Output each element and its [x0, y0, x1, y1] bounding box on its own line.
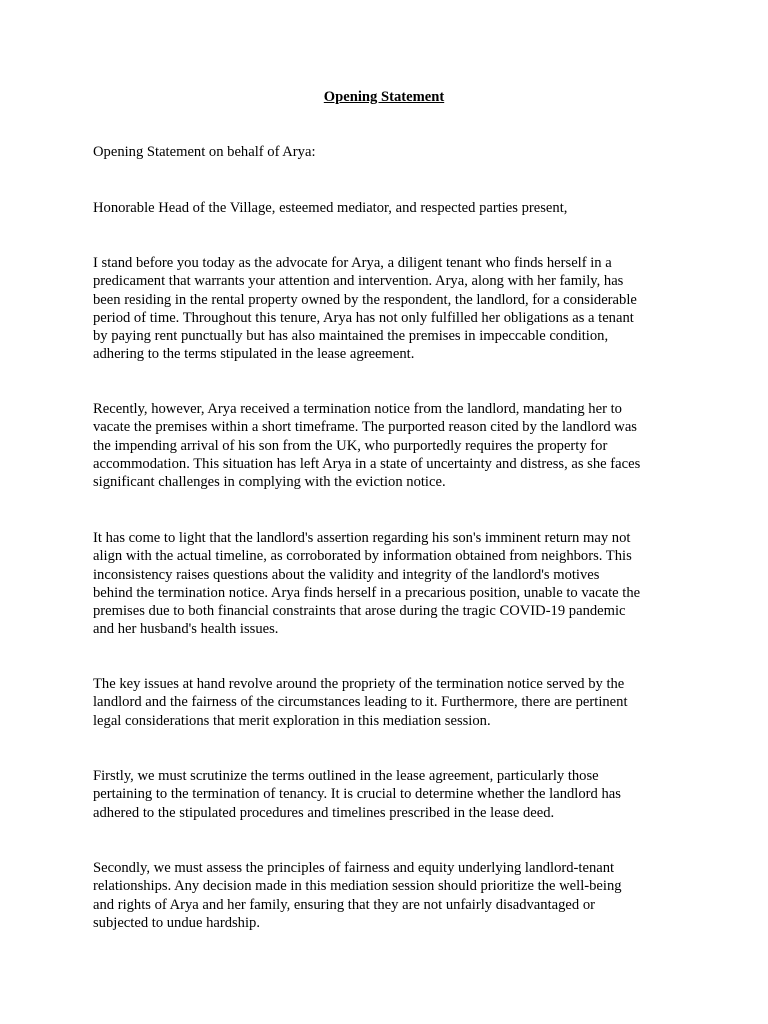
paragraph-salutation-heading — [93, 143, 683, 161]
text-line: adhering to the terms stipulated in the lease agreement. — [93, 346, 415, 363]
text-line: Opening Statement on behalf of Arya: — [93, 144, 316, 160]
text-line: It has come to light that the landlord's assertion regarding his son's imminent return may not — [93, 530, 631, 546]
text-line: pertaining to the termination of tenancy. It is crucial to determine whether the landlord has — [93, 786, 621, 803]
text-line: The key issues at hand revolve around the propriety of the termination notice served by the — [93, 676, 625, 692]
paragraph-secondly — [93, 859, 683, 932]
text-line: the impending arrival of his son from the UK, who purportedly requires the property for — [93, 437, 608, 454]
text-line: Secondly, we must assess the principles of fairness and equity underlying landlord-tenant — [93, 860, 615, 876]
text-line: inconsistency raises questions about the validity and integrity of the landlord's motives — [93, 566, 600, 583]
text-line: period of time. Throughout this tenure, Arya has not only fulfilled her obligations as a tenant — [93, 309, 634, 326]
text-line: been residing in the rental property owned by the respondent, the landlord, for a considerable — [93, 291, 637, 308]
text-line: adhered to the stipulated procedures and timelines prescribed in the lease deed. — [93, 804, 555, 821]
text-line: relationships. Any decision made in this mediation session should prioritize the well-being — [93, 878, 622, 895]
paragraph-key-issues — [93, 675, 683, 730]
text-line: Recently, however, Arya received a termination notice from the landlord, mandating her to — [93, 401, 622, 417]
text-line: I stand before you today as the advocate for Arya, a diligent tenant who finds herself in a — [93, 255, 612, 271]
text-line: subjected to undue hardship. — [93, 914, 260, 931]
text-line: behind the termination notice. Arya finds herself in a precarious position, unable to vacate the — [93, 584, 641, 601]
text-line: Firstly, we must scrutinize the terms outlined in the lease agreement, particularly those — [93, 768, 599, 784]
paragraph-inconsistency — [93, 529, 683, 639]
text-line: accommodation. This situation has left Arya in a state of uncertainty and distress, as she faces — [93, 455, 641, 472]
text-line: significant challenges in complying with the eviction notice. — [93, 474, 446, 491]
paragraph-termination-notice — [93, 400, 683, 491]
paragraph-firstly — [93, 767, 683, 822]
text-line: landlord and the fairness of the circumstances leading to it. Furthermore, there are pertinent — [93, 694, 628, 711]
text-line: and her husband's health issues. — [93, 621, 279, 638]
text-line: predicament that warrants your attention and intervention. Arya, along with her family, has — [93, 273, 624, 290]
text-line: and rights of Arya and her family, ensuring that they are not unfairly disadvantaged or — [93, 896, 595, 913]
text-line: by paying rent punctually but has also maintained the premises in impeccable condition, — [93, 328, 609, 345]
paragraph-introduction — [93, 254, 683, 364]
text-line: legal considerations that merit exploration in this mediation session. — [93, 712, 491, 729]
text-line: premises due to both financial constraints that arose during the tragic COVID-19 pandemic — [93, 603, 626, 620]
text-line: align with the actual timeline, as corroborated by information obtained from neighbors. This — [93, 548, 632, 565]
text-line: vacate the premises within a short timeframe. The purported reason cited by the landlord was — [93, 419, 637, 436]
document-title: Opening Statement — [323, 89, 445, 105]
paragraph-greeting — [93, 199, 683, 217]
text-line: Honorable Head of the Village, esteemed mediator, and respected parties present, — [93, 200, 568, 216]
